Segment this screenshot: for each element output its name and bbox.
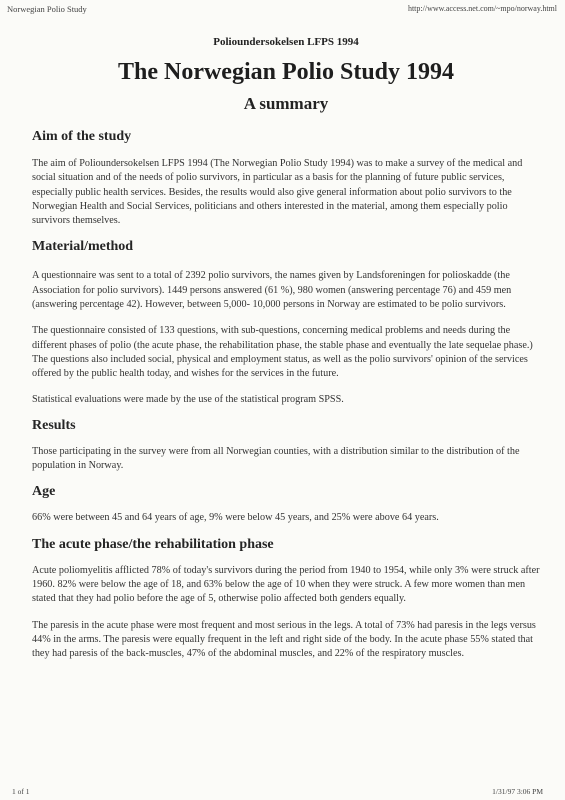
document-body	[32, 36, 540, 662]
section-heading-acute-phase: The acute phase/the rehabilitation phase	[32, 536, 274, 552]
document-kicker: Polioundersokelsen LFPS 1994	[213, 36, 359, 48]
print-footer-page: 1 of 1	[12, 787, 30, 796]
paragraph-statistics: Statistical evaluations were made by the use of the statistical program SPSS.	[32, 393, 344, 405]
paragraph-results: Those participating in the survey were from all Norwegian counties, with a distribution similar to the distribution of the population in Norway.	[32, 445, 520, 472]
section-age	[32, 483, 540, 525]
print-header-title: Norwegian Polio Study	[7, 4, 87, 14]
paragraph-aim: The aim of Polioundersokelsen LFPS 1994 (The Norwegian Polio Study 1994) was to make a survey of the medical and social situation and of the needs of polio survivors, in particular as a basis for the planning of future public services, especially public health services. Besides, the results would also give general information about polio survivors to the Norwegian Health and Social Services, politicians and others interested in the material, among them especially polio survivors themselves.	[32, 158, 523, 227]
paragraph-questionnaire-sample: A questionnaire was sent to a total of 2392 polio survivors, the names given by Landsforeningen for polioskadde (the Association for polio survivors). 1449 persons answered (61 %), 980 women (answering percentage 76) and 459 men (answering percentage 42). However, between 5,000- 10,000 persons in Norway are estimated to be polio survivors.	[32, 270, 512, 311]
paragraph-age: 66% were between 45 and 64 years of age, 9% were below 45 years, and 25% were above 64 years.	[32, 512, 439, 524]
section-aim	[32, 128, 540, 228]
section-acute-phase	[32, 536, 540, 662]
print-header-url: http://www.access.net.com/~mpo/norway.html	[407, 4, 557, 13]
section-heading-results: Results	[32, 417, 76, 433]
paragraph-questionnaire-content: The questionnaire consisted of 133 questions, with sub-questions, concerning medical problems and needs during the different phases of polio (the acute phase, the rehabilitation phase, the stable phase and eventually the late sequelae phase.) The questions also included social, physical and employment status, as well as the polio survivors' opinion of the services offered by the public health today, and wishes for the services in the future.	[32, 325, 533, 380]
print-footer-date: 1/31/97 3:06 PM	[492, 787, 543, 796]
paragraph-acute-paresis: The paresis in the acute phase were most frequent and most serious in the legs. A total of 73% had paresis in the legs versus 44% in the arms. The paresis were equally frequent in the left and right side of the body. In the acute phase 55% stated that they had paresis of the back-muscles, 47% of the abdominal muscles, and 22% of the respiratory muscles.	[32, 619, 536, 660]
document-subtitle: A summary	[243, 94, 329, 113]
section-heading-aim: Aim of the study	[32, 129, 132, 144]
document-title: The Norwegian Polio Study 1994	[117, 59, 455, 85]
section-material-method	[32, 238, 540, 406]
section-results	[32, 417, 540, 474]
paragraph-acute-onset: Acute poliomyelitis afflicted 78% of today's survivors during the period from 1940 to 1954, while only 3% were struck after 1960. 82% were below the age of 18, and 63% below the age of 10 when they were struck. A few more women than men stated that they had polio before the age of 5, otherwise polio affected both genders equally.	[32, 564, 540, 605]
section-heading-material-method: Material/method	[32, 239, 134, 255]
section-heading-age: Age	[32, 484, 56, 500]
